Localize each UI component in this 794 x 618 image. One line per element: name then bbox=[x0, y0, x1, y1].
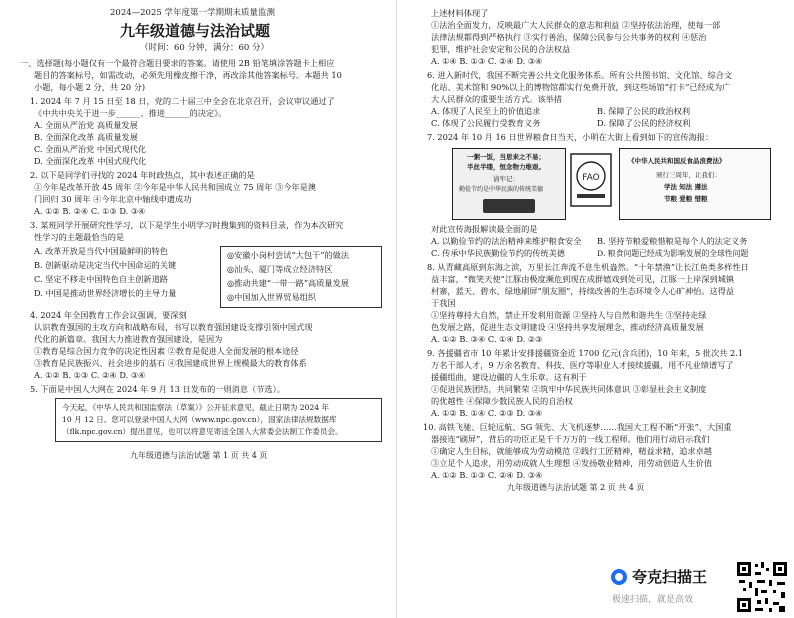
q6-option-d: D. 保障了公民的经济权利 bbox=[597, 118, 691, 128]
poster-1-line-1: 一粥一饭，当思来之不易； bbox=[467, 153, 545, 161]
q5-box-line-1: 今天起，《中华人民共和国监察法（草案）》公开征求意见，截止日期为 2024 年 bbox=[62, 403, 330, 412]
q5-options: A. ①④ B. ①③ C. ②④ D. ③④ bbox=[431, 56, 543, 66]
q1-stem-2: 《中共中央关于进一步______、推进______的决定》。 bbox=[34, 108, 227, 118]
q2-stem-2: ①今年是改革开放 45 周年 ②今年是中华人民共和国成立 75 周年 ③今年是澳 bbox=[34, 182, 317, 192]
q5-news-box bbox=[55, 398, 382, 442]
q10-items-1: ①确定人生目标，就能够成为劳动模范 ②践行工匠精神，精益求精，追求卓越 bbox=[431, 446, 712, 456]
q5-items-3: 犯罪，维护社会安定和公民的合法权益 bbox=[431, 44, 571, 54]
q3-box-line-4: ◎中国加入世界贸易组织 bbox=[227, 292, 317, 302]
q9-items-2: 的优越性 ④保障少数民族人民的自治权 bbox=[431, 396, 573, 406]
q8-stem-1: 8. 从青藏高原到东海之滨，万里长江奔流不息生机盎然。“十年禁渔”让长江鱼类多样性日 bbox=[427, 262, 749, 272]
q6-option-c: C. 体现了公民履行受教育义务 bbox=[431, 118, 541, 128]
q3-stem-2: 性学习的主题最恰当的是 bbox=[34, 232, 125, 242]
q9-stem-1: 9. 各援疆省市 10 年累计安排援疆资金近 1700 亿元(含兵团)，10 年来，5 批次共 2.1 bbox=[427, 348, 743, 358]
section1-line3: 小题，每小题 2 分，共 20 分) bbox=[34, 82, 146, 92]
q3-stem-1: 3. 某班同学开展研究性学习，以下是学生小明学习时搜集到的资料目录，作为本次研究 bbox=[30, 220, 344, 230]
poster-2-line-4: 节粮 爱粮 惜粮 bbox=[664, 195, 708, 203]
poster-1 bbox=[452, 148, 566, 220]
poster-2-line-1: 《中华人民共和国反食品浪费法》 bbox=[628, 157, 726, 165]
poster-1-image bbox=[483, 199, 535, 213]
q1-option-d: D. 全面深化改革 中国式现代化 bbox=[34, 156, 147, 166]
q6-option-b: B. 保障了公民的政治权利 bbox=[597, 106, 691, 116]
q4-stem-3: 代化的新篇章。我国大力推进教育强国建设，是因为 bbox=[34, 334, 223, 344]
page-title: 九年级道德与法治试题 bbox=[120, 22, 271, 40]
q6-stem-1: 6. 进入新时代，我国不断完善公共文化服务体系。所有公共图书馆、文化馆、综合文 bbox=[427, 70, 733, 80]
q5-items-2: 法律法规都得到严格执行 ③实行善治，保障公民参与公共事务的权利 ④惩治 bbox=[431, 32, 707, 42]
q9-items-1: ①促进民族团结，共同繁荣 ②筑牢中华民族共同体意识 ③彰显社会主义制度 bbox=[431, 384, 707, 394]
poster-2-line-2: 颁行三周年，让我们： bbox=[656, 171, 721, 179]
q7-option-a: A. 以勤俭节约的法治精神来维护粮食安全 bbox=[431, 236, 582, 246]
q9-stem-3: 援疆组曲，建设边疆的人生乐章。这有利于 bbox=[431, 372, 587, 382]
page-2-footer: 九年级道德与法治试题 第 2 页 共 4 页 bbox=[507, 483, 645, 492]
q5-box-line-2: 10 月 12 日。您可以登录中国人大网（www.npc.gov.cn），国家法律法规数据库 bbox=[62, 415, 337, 424]
q3-box-line-2: ◎汕头、厦门等成立经济特区 bbox=[227, 264, 333, 274]
poster-2-line-3: 学法 知法 遵法 bbox=[664, 183, 708, 191]
q8-options: A. ①② B. ③④ C. ①④ D. ②③ bbox=[431, 334, 543, 344]
q1-option-b: B. 全面深化改革 高质量发展 bbox=[34, 132, 138, 142]
svg-text:FAO: FAO bbox=[582, 173, 600, 183]
q3-material-box bbox=[220, 246, 382, 308]
quark-logo-icon bbox=[610, 568, 628, 586]
q5-continue: 上述材料体现了 bbox=[431, 8, 489, 18]
q3-option-c: C. 坚定不移走中国特色自主创新道路 bbox=[34, 274, 168, 284]
fao-logo-icon bbox=[569, 152, 613, 208]
q5-box-line-3: （flk.npc.gov.cn）提出意见，也可以将意见寄送全国人大常委会法制工作委员会。 bbox=[62, 427, 343, 436]
q2-stem-1: 2. 以下是同学们寻找的 2024 年时政热点，其中表述正确的是 bbox=[30, 170, 255, 180]
q6-stem-2: 化站、美术馆和 90%以上的博物馆都实行免费开放，到这些场馆“打卡”已经成为广 bbox=[431, 82, 731, 92]
q4-options: A. ①② B. ①③ C. ②④ D. ③④ bbox=[34, 370, 146, 380]
q3-option-d: D. 中国是推动世界经济增长的主导力量 bbox=[34, 288, 177, 298]
section1-head: 一、选择题(每小题仅有一个最符合题目要求的答案。请使用 2B 铅笔填涂答题卡上相应 bbox=[20, 58, 335, 68]
page-2 bbox=[397, 0, 794, 618]
q1-stem-1: 1. 2024 年 7 月 15 日至 18 日，党的二十届三中全会在北京召开，会议审议通过了 bbox=[30, 96, 335, 106]
q7-option-b: B. 坚持节粮爱粮惜粮是每个人的法定义务 bbox=[597, 236, 748, 246]
qr-code-icon bbox=[735, 560, 789, 614]
q6-stem-3: 大人民群众的重要生活方式。该举措 bbox=[431, 94, 563, 104]
q8-items-1: ①坚持尊持大自然，禁止开发利用资源 ②坚持人与自然和谐共生 ③坚持走绿 bbox=[431, 310, 707, 320]
q10-items-2: ③立足个人追求，用劳动成就人生理想 ④发扬敬业精神，用劳动创造人生价值 bbox=[431, 458, 712, 468]
q9-stem-2: 万名干部人才，9 万余名教育、科技、医疗等职业人才接续援疆，用不凡业绩谱写了 bbox=[431, 360, 734, 370]
q8-stem-2: 益丰富，“微笑天使”江豚由极度濒危到现在成群嬉戏到处可见，江豚一上岸深到城镇 bbox=[431, 274, 735, 284]
q4-stem-1: 4. 2024 年全国教育工作会议强调，要深刻 bbox=[30, 310, 187, 320]
section1-line2: 题目的答案标号，如需改动，必须先用橡皮擦干净，再改涂其他答案标号。本题共 10 bbox=[34, 70, 342, 80]
q1-option-a: A. 全面从严治党 高质量发展 bbox=[34, 120, 138, 130]
q9-options: A. ①② B. ①④ C. ②③ D. ③④ bbox=[431, 408, 543, 418]
page-1-footer: 九年级道德与法治试题 第 1 页 共 4 页 bbox=[130, 451, 268, 460]
q8-items-2: 色发展之路，促进生态文明建设 ④坚持共享发展理念，推动经济高质量发展 bbox=[431, 322, 704, 332]
q7-stem-1: 7. 2024 年 10 月 16 日世界粮食日当天，小明在大街上看到如下的宣传海报： bbox=[427, 132, 714, 142]
q10-stem-1: 10. 高铁飞驰、巨轮远航、5G 领先、大飞机逐梦……我国大工程不断“开张”、大国重 bbox=[423, 422, 732, 432]
scanner-watermark bbox=[610, 566, 730, 611]
exam-year: 2024—2025 学年度第一学期期末质量监测 bbox=[110, 8, 275, 18]
poster-1-line-2: 半丝半缕，恒念物力维艰。 bbox=[467, 163, 545, 171]
q7-stem-2: 对此宣传海报解读最全面的是 bbox=[431, 224, 538, 234]
poster-2 bbox=[619, 148, 771, 220]
q10-stem-2: 器接连“刷屏”，背后的功臣正是千千万万的一线工程师。他们用行动启示我们 bbox=[431, 434, 710, 444]
q10-options: A. ①② B. ①③ C. ②④ D. ③④ bbox=[431, 470, 543, 480]
q5-stem-1: 5. 下面是中国人大网在 2024 年 9 月 13 日发布的一则消息（节选）。 bbox=[30, 384, 285, 394]
q2-stem-3: 门回归 30 周年 ④今年北京中轴线申遗成功 bbox=[34, 194, 192, 204]
poster-1-line-3: 请牢记： bbox=[493, 175, 519, 183]
q3-box-line-1: ◎安徽小岗村尝试“大包干”的做法 bbox=[227, 250, 349, 260]
q6-option-a: A. 体现了人民至上的价值追求 bbox=[431, 106, 541, 116]
watermark-name: 夸克扫描王 bbox=[632, 568, 708, 586]
q3-box-line-3: ◎推动共建“一带一路”高质量发展 bbox=[227, 278, 349, 288]
watermark-slogan: 极速扫描，就是高效 bbox=[612, 595, 694, 605]
q4-items-1: ①教育是综合国力竞争的决定性因素 ②教育是促进人全面发展的根本途径 bbox=[34, 346, 299, 356]
poster-1-line-4: 勤俭节约是中华民族的传统美德 bbox=[459, 186, 544, 193]
q2-options: A. ①② B. ②④ C. ①③ D. ③④ bbox=[34, 206, 146, 216]
q1-option-c: C. 全面从严治党 中国式现代化 bbox=[34, 144, 147, 154]
q8-stem-3: 村寨，蓝天、碧水、绿地刷屏“朋友圈”，持续改善的生态环境令人心旷神怡。这得益 bbox=[431, 286, 735, 296]
q4-items-2: ③教育是民族振兴、社会进步的基石 ④我国建成世界上规模最大的教育体系 bbox=[34, 358, 307, 368]
q7-option-d: D. 粮食问题已经成为影响发展的全球性问题 bbox=[597, 249, 749, 258]
q8-stem-4: 于我国 bbox=[431, 298, 456, 308]
time-score: （时间：60 分钟，满分：60 分） bbox=[140, 43, 270, 53]
q7-option-c: C. 传承中华民族勤俭节约的传统美德 bbox=[431, 248, 565, 258]
q3-option-a: A. 改革开放是当代中国最鲜明的特色 bbox=[34, 246, 168, 256]
q3-option-b: B. 创新驱动是决定当代中国命运的关键 bbox=[34, 260, 177, 270]
q4-stem-2: 认识教育强国的主攻方向和战略布局，书写以教育强国建设支撑引领中国式现 bbox=[34, 322, 313, 332]
q5-items-1: ①法治全面发力，反映最广大人民群众的意志和利益 ②坚持依法治理，使每一部 bbox=[431, 20, 721, 30]
